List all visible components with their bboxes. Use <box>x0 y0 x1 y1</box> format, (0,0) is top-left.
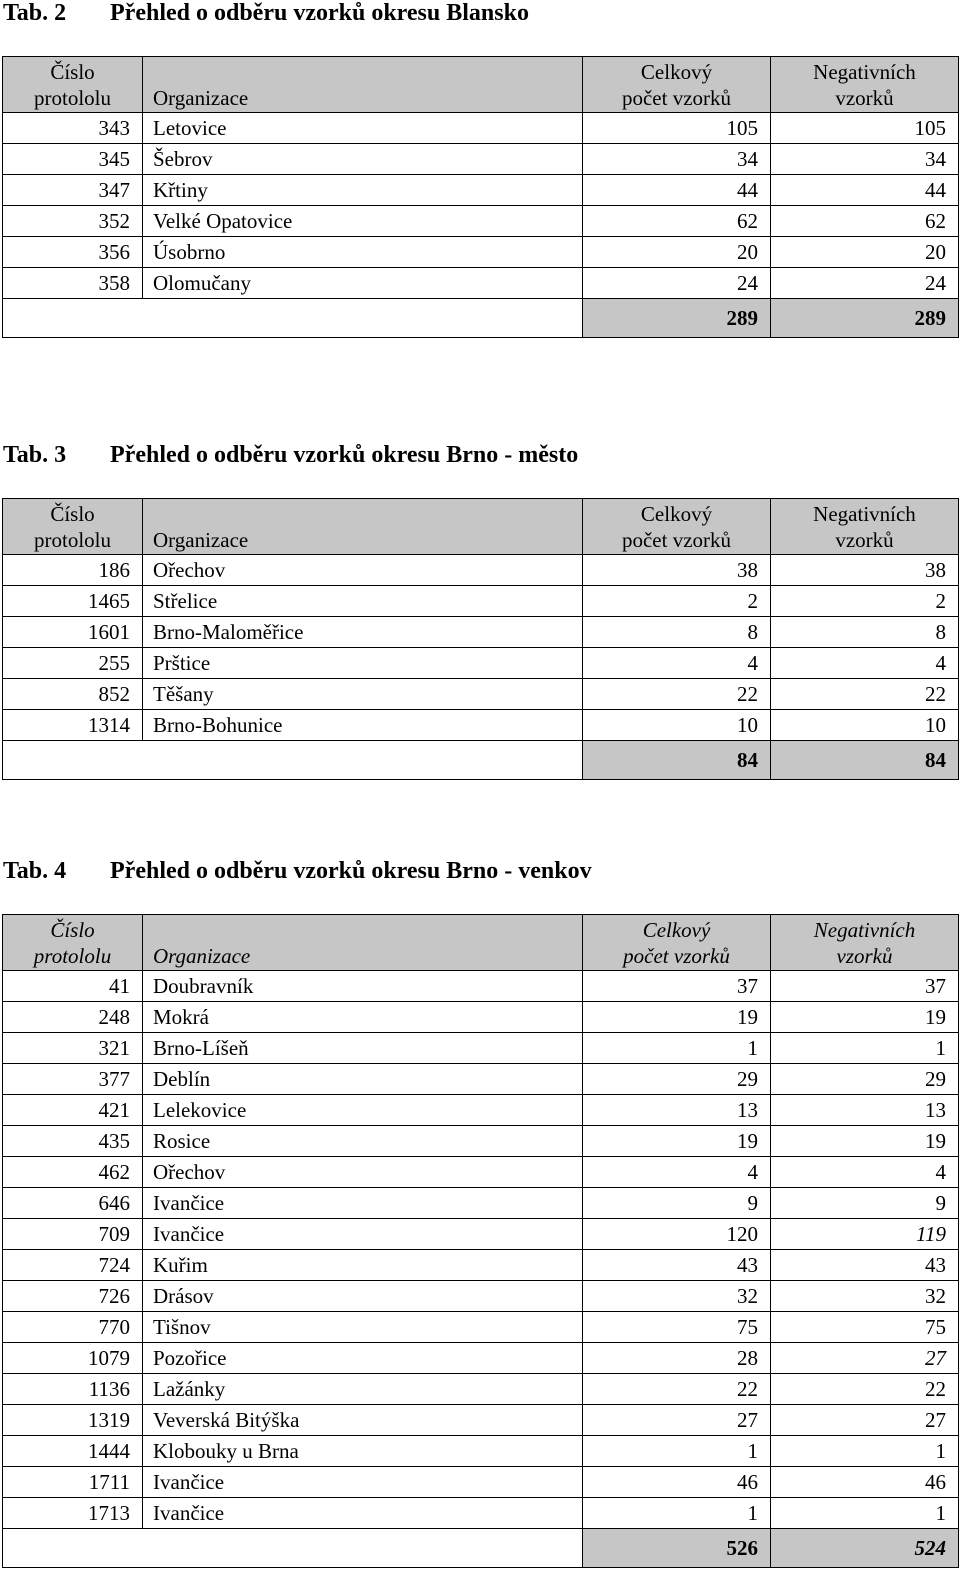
cell-organization: Klobouky u Brna <box>143 1436 583 1467</box>
cell-negative-samples: 27 <box>771 1343 959 1374</box>
table-row <box>3 1095 959 1126</box>
cell-negative-samples: 20 <box>771 237 959 268</box>
cell-negative-samples: 24 <box>771 268 959 299</box>
cell-negative-samples: 9 <box>771 1188 959 1219</box>
cell-total-samples: 19 <box>583 1002 771 1033</box>
section-tab4 <box>0 858 960 1560</box>
cell-total-samples: 24 <box>583 268 771 299</box>
table-row <box>3 1467 959 1498</box>
cell-protocol-number: 347 <box>3 175 143 206</box>
table-row <box>3 1374 959 1405</box>
cell-total-samples: 19 <box>583 1126 771 1157</box>
cell-sum-negative: 289 <box>771 299 959 338</box>
table-row <box>3 1064 959 1095</box>
cell-protocol-number: 321 <box>3 1033 143 1064</box>
table-number: Tab. 2 <box>3 0 67 26</box>
cell-negative-samples: 10 <box>771 710 959 741</box>
table-row <box>3 710 959 741</box>
cell-total-samples: 22 <box>583 1374 771 1405</box>
cell-total-samples: 1 <box>583 1498 771 1529</box>
cell-negative-samples: 44 <box>771 175 959 206</box>
cell-negative-samples: 8 <box>771 617 959 648</box>
header-text: protololu <box>33 944 112 968</box>
cell-total-samples: 62 <box>583 206 771 237</box>
cell-organization: Střelice <box>143 586 583 617</box>
table-row <box>3 206 959 237</box>
cell-total-samples: 37 <box>583 971 771 1002</box>
header-text: Číslo <box>50 918 95 942</box>
header-celkovy-pocet <box>583 499 771 555</box>
cell-protocol-number: 358 <box>3 268 143 299</box>
table-row <box>3 1033 959 1064</box>
table-row <box>3 1343 959 1374</box>
header-negativnich <box>771 57 959 113</box>
table-caption <box>0 442 960 482</box>
header-text: Negativních <box>813 918 916 942</box>
cell-protocol-number: 1713 <box>3 1498 143 1529</box>
cell-total-samples: 22 <box>583 679 771 710</box>
cell-protocol-number: 377 <box>3 1064 143 1095</box>
cell-protocol-number: 1444 <box>3 1436 143 1467</box>
cell-protocol-number: 1136 <box>3 1374 143 1405</box>
cell-protocol-number: 41 <box>3 971 143 1002</box>
cell-total-samples: 29 <box>583 1064 771 1095</box>
cell-negative-samples: 43 <box>771 1250 959 1281</box>
cell-protocol-number: 1711 <box>3 1467 143 1498</box>
cell-protocol-number: 852 <box>3 679 143 710</box>
table-row <box>3 268 959 299</box>
cell-total-samples: 10 <box>583 710 771 741</box>
table-row <box>3 175 959 206</box>
cell-total-samples: 105 <box>583 113 771 144</box>
cell-protocol-number: 345 <box>3 144 143 175</box>
cell-protocol-number: 1601 <box>3 617 143 648</box>
cell-negative-samples: 29 <box>771 1064 959 1095</box>
header-text: vzorků <box>835 528 894 552</box>
cell-protocol-number: 248 <box>3 1002 143 1033</box>
cell-sum-total: 84 <box>583 741 771 780</box>
cell-total-samples: 8 <box>583 617 771 648</box>
cell-negative-samples: 32 <box>771 1281 959 1312</box>
cell-organization: Ivančice <box>143 1219 583 1250</box>
cell-protocol-number: 1465 <box>3 586 143 617</box>
cell-total-samples: 120 <box>583 1219 771 1250</box>
table-title: Přehled o odběru vzorků okresu Brno - město <box>110 442 579 468</box>
header-text: vzorků <box>836 944 893 968</box>
cell-protocol-number: 646 <box>3 1188 143 1219</box>
cell-total-samples: 38 <box>583 555 771 586</box>
cell-protocol-number: 421 <box>3 1095 143 1126</box>
table-row <box>3 1436 959 1467</box>
table-title: Přehled o odběru vzorků okresu Brno - venkov <box>110 858 592 884</box>
cell-sum-negative: 524 <box>771 1529 959 1568</box>
table-row <box>3 971 959 1002</box>
header-row <box>3 499 959 555</box>
table-row <box>3 144 959 175</box>
cell-total-samples: 9 <box>583 1188 771 1219</box>
cell-protocol-number: 1079 <box>3 1343 143 1374</box>
data-table <box>2 914 959 1568</box>
cell-total-samples: 4 <box>583 648 771 679</box>
cell-negative-samples: 4 <box>771 648 959 679</box>
cell-negative-samples: 1 <box>771 1033 959 1064</box>
header-text: Organizace <box>153 944 251 968</box>
cell-total-samples: 34 <box>583 144 771 175</box>
header-text: Číslo <box>50 60 95 84</box>
cell-negative-samples: 19 <box>771 1002 959 1033</box>
cell-sum-negative: 84 <box>771 741 959 780</box>
cell-negative-samples: 19 <box>771 1126 959 1157</box>
header-celkovy-pocet <box>583 915 771 971</box>
data-table <box>2 56 959 338</box>
cell-total-samples: 1 <box>583 1033 771 1064</box>
total-blank-cell <box>3 299 583 338</box>
cell-protocol-number: 186 <box>3 555 143 586</box>
header-negativnich <box>771 915 959 971</box>
total-row <box>3 1529 959 1568</box>
cell-organization: Brno-Líšeň <box>143 1033 583 1064</box>
cell-organization: Ořechov <box>143 555 583 586</box>
total-row <box>3 741 959 780</box>
table-row <box>3 1157 959 1188</box>
cell-organization: Brno-Bohunice <box>143 710 583 741</box>
cell-organization: Křtiny <box>143 175 583 206</box>
section-tab3 <box>0 442 960 772</box>
header-text: Negativních <box>813 60 916 84</box>
cell-organization: Těšany <box>143 679 583 710</box>
total-row <box>3 299 959 338</box>
cell-protocol-number: 352 <box>3 206 143 237</box>
cell-organization: Deblín <box>143 1064 583 1095</box>
table-row <box>3 586 959 617</box>
cell-organization: Úsobrno <box>143 237 583 268</box>
cell-protocol-number: 726 <box>3 1281 143 1312</box>
cell-organization: Velké Opatovice <box>143 206 583 237</box>
cell-protocol-number: 435 <box>3 1126 143 1157</box>
cell-total-samples: 2 <box>583 586 771 617</box>
cell-negative-samples: 1 <box>771 1436 959 1467</box>
table-row <box>3 617 959 648</box>
table-caption <box>0 0 960 40</box>
table-row <box>3 1312 959 1343</box>
cell-total-samples: 44 <box>583 175 771 206</box>
cell-total-samples: 43 <box>583 1250 771 1281</box>
table-row <box>3 1002 959 1033</box>
cell-negative-samples: 27 <box>771 1405 959 1436</box>
cell-organization: Ivančice <box>143 1188 583 1219</box>
cell-organization: Šebrov <box>143 144 583 175</box>
table-caption <box>0 858 960 898</box>
cell-organization: Ořechov <box>143 1157 583 1188</box>
table-row <box>3 1281 959 1312</box>
cell-protocol-number: 462 <box>3 1157 143 1188</box>
table-row <box>3 1250 959 1281</box>
total-blank-cell <box>3 741 583 780</box>
cell-protocol-number: 356 <box>3 237 143 268</box>
cell-protocol-number: 343 <box>3 113 143 144</box>
cell-organization: Kuřim <box>143 1250 583 1281</box>
cell-negative-samples: 46 <box>771 1467 959 1498</box>
cell-organization: Drásov <box>143 1281 583 1312</box>
header-text: vzorků <box>835 86 894 110</box>
header-cislo-protokolu <box>3 499 143 555</box>
header-text: protololu <box>34 86 111 110</box>
header-row <box>3 915 959 971</box>
cell-total-samples: 46 <box>583 1467 771 1498</box>
cell-protocol-number: 255 <box>3 648 143 679</box>
header-text: Negativních <box>813 502 916 526</box>
cell-total-samples: 32 <box>583 1281 771 1312</box>
header-text: počet vzorků <box>621 86 732 110</box>
cell-negative-samples: 75 <box>771 1312 959 1343</box>
section-tab2 <box>0 0 960 330</box>
cell-organization: Doubravník <box>143 971 583 1002</box>
cell-total-samples: 75 <box>583 1312 771 1343</box>
cell-total-samples: 20 <box>583 237 771 268</box>
cell-negative-samples: 2 <box>771 586 959 617</box>
cell-negative-samples: 13 <box>771 1095 959 1126</box>
header-text: počet vzorků <box>621 528 732 552</box>
cell-organization: Prštice <box>143 648 583 679</box>
header-text: Celkový <box>640 502 713 526</box>
cell-organization: Lelekovice <box>143 1095 583 1126</box>
cell-negative-samples: 34 <box>771 144 959 175</box>
header-organizace <box>143 915 583 971</box>
cell-protocol-number: 1314 <box>3 710 143 741</box>
cell-negative-samples: 22 <box>771 679 959 710</box>
cell-total-samples: 28 <box>583 1343 771 1374</box>
cell-protocol-number: 709 <box>3 1219 143 1250</box>
data-table <box>2 498 959 780</box>
header-cislo-protokolu <box>3 915 143 971</box>
header-text: Organizace <box>153 528 249 552</box>
total-blank-cell <box>3 1529 583 1568</box>
table-number: Tab. 4 <box>3 858 67 884</box>
header-text: Číslo <box>50 502 95 526</box>
cell-total-samples: 4 <box>583 1157 771 1188</box>
header-text: Organizace <box>153 86 249 110</box>
table-number: Tab. 3 <box>3 442 67 468</box>
cell-negative-samples: 1 <box>771 1498 959 1529</box>
cell-protocol-number: 724 <box>3 1250 143 1281</box>
cell-negative-samples: 105 <box>771 113 959 144</box>
table-row <box>3 648 959 679</box>
cell-organization: Tišnov <box>143 1312 583 1343</box>
cell-negative-samples: 37 <box>771 971 959 1002</box>
cell-organization: Ivančice <box>143 1498 583 1529</box>
table-row <box>3 113 959 144</box>
cell-organization: Ivančice <box>143 1467 583 1498</box>
table-row <box>3 1126 959 1157</box>
cell-negative-samples: 119 <box>771 1219 959 1250</box>
cell-total-samples: 27 <box>583 1405 771 1436</box>
table-row <box>3 1219 959 1250</box>
header-negativnich <box>771 499 959 555</box>
cell-organization: Veverská Bitýška <box>143 1405 583 1436</box>
table-row <box>3 1188 959 1219</box>
table-row <box>3 1498 959 1529</box>
header-row <box>3 57 959 113</box>
cell-organization: Olomučany <box>143 268 583 299</box>
header-text: Celkový <box>642 918 711 942</box>
cell-negative-samples: 4 <box>771 1157 959 1188</box>
cell-organization: Letovice <box>143 113 583 144</box>
cell-total-samples: 1 <box>583 1436 771 1467</box>
header-text: Celkový <box>640 60 713 84</box>
header-text: protololu <box>34 528 111 552</box>
cell-organization: Pozořice <box>143 1343 583 1374</box>
header-organizace <box>143 499 583 555</box>
cell-organization: Lažánky <box>143 1374 583 1405</box>
cell-total-samples: 13 <box>583 1095 771 1126</box>
cell-organization: Brno-Maloměřice <box>143 617 583 648</box>
header-celkovy-pocet <box>583 57 771 113</box>
table-row <box>3 237 959 268</box>
cell-organization: Rosice <box>143 1126 583 1157</box>
table-row <box>3 555 959 586</box>
table-title: Přehled o odběru vzorků okresu Blansko <box>110 0 529 26</box>
cell-sum-total: 526 <box>583 1529 771 1568</box>
cell-negative-samples: 62 <box>771 206 959 237</box>
header-cislo-protokolu <box>3 57 143 113</box>
table-row <box>3 679 959 710</box>
cell-negative-samples: 38 <box>771 555 959 586</box>
header-text: počet vzorků <box>623 944 730 968</box>
header-organizace <box>143 57 583 113</box>
cell-sum-total: 289 <box>583 299 771 338</box>
cell-protocol-number: 1319 <box>3 1405 143 1436</box>
cell-negative-samples: 22 <box>771 1374 959 1405</box>
table-row <box>3 1405 959 1436</box>
cell-protocol-number: 770 <box>3 1312 143 1343</box>
cell-organization: Mokrá <box>143 1002 583 1033</box>
